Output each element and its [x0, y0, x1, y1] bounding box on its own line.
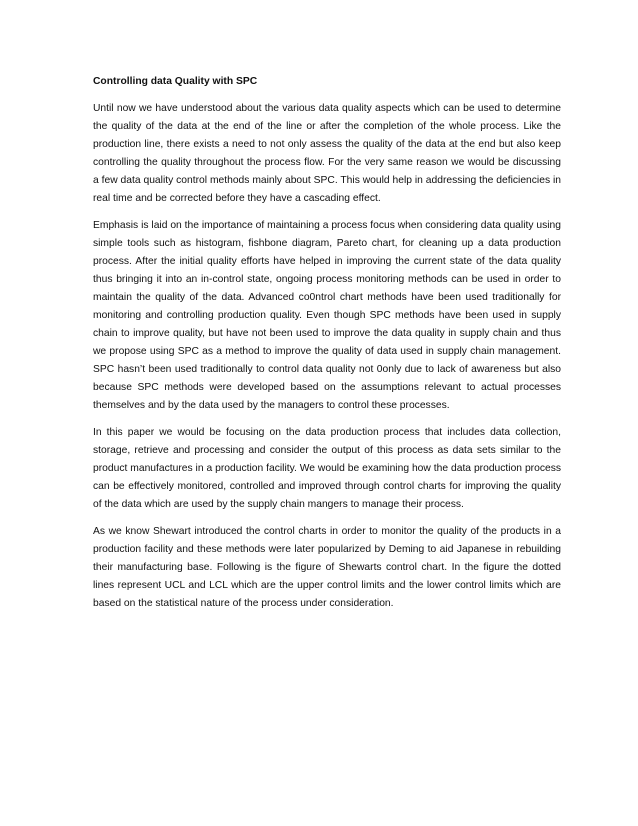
document-page — [93, 74, 561, 622]
paragraph: Until now we have understood about the various data quality aspects which can be used to determine the quality of the data at the end of the line or after the completion of the whole process. Like the production line, there exists a need to not only assess the quality of the data at the end but also keep controlling the quality throughout the process flow. For the very same reason we would be discussing a few data quality control methods mainly about SPC. This would help in addressing the deficiencies in real time and be corrected before they have a cascading effect. — [93, 103, 561, 204]
paragraph: As we know Shewart introduced the control charts in order to monitor the quality of the products in a production facility and these methods were later popularized by Deming to aid Japanese in rebuilding their manufacturing base. Following is the figure of Shewarts control chart. In the figure the dotted lines represent UCL and LCL which are the upper control limits and the lower control limits which are based on the statistical nature of the process under consideration. — [93, 526, 561, 609]
paragraph: Emphasis is laid on the importance of maintaining a process focus when considering data quality using simple tools such as histogram, fishbone diagram, Pareto chart, for cleaning up a data production process. After the initial quality efforts have helped in improving the current state of the data quality thus bringing it into an in-control state, ongoing process monitoring methods can be used in order to maintain the quality of the data. Advanced co0ntrol chart methods have been used traditionally for monitoring and controlling production quality. Even though SPC methods have been used in supply chain to improve quality, but have not been used to improve the data quality in supply chain and thus we propose using SPC as a method to improve the quality of data used in supply chain management. SPC hasn’t been used traditionally to control data quality not 0only due to lack of awareness but also because SPC methods were developed based on the assumptions relevant to actual processes themselves and by the data used by the managers to control these processes. — [93, 220, 561, 411]
document-title: Controlling data Quality with SPC — [93, 76, 258, 87]
paragraph: In this paper we would be focusing on the data production process that includes data collection, storage, retrieve and processing and consider the output of this process as data sets similar to the product manufactures in a production facility. We would be examining how the data production process can be effectively monitored, controlled and improved through control charts for improving the quality of the data which are used by the supply chain mangers to manage their process. — [93, 427, 561, 510]
